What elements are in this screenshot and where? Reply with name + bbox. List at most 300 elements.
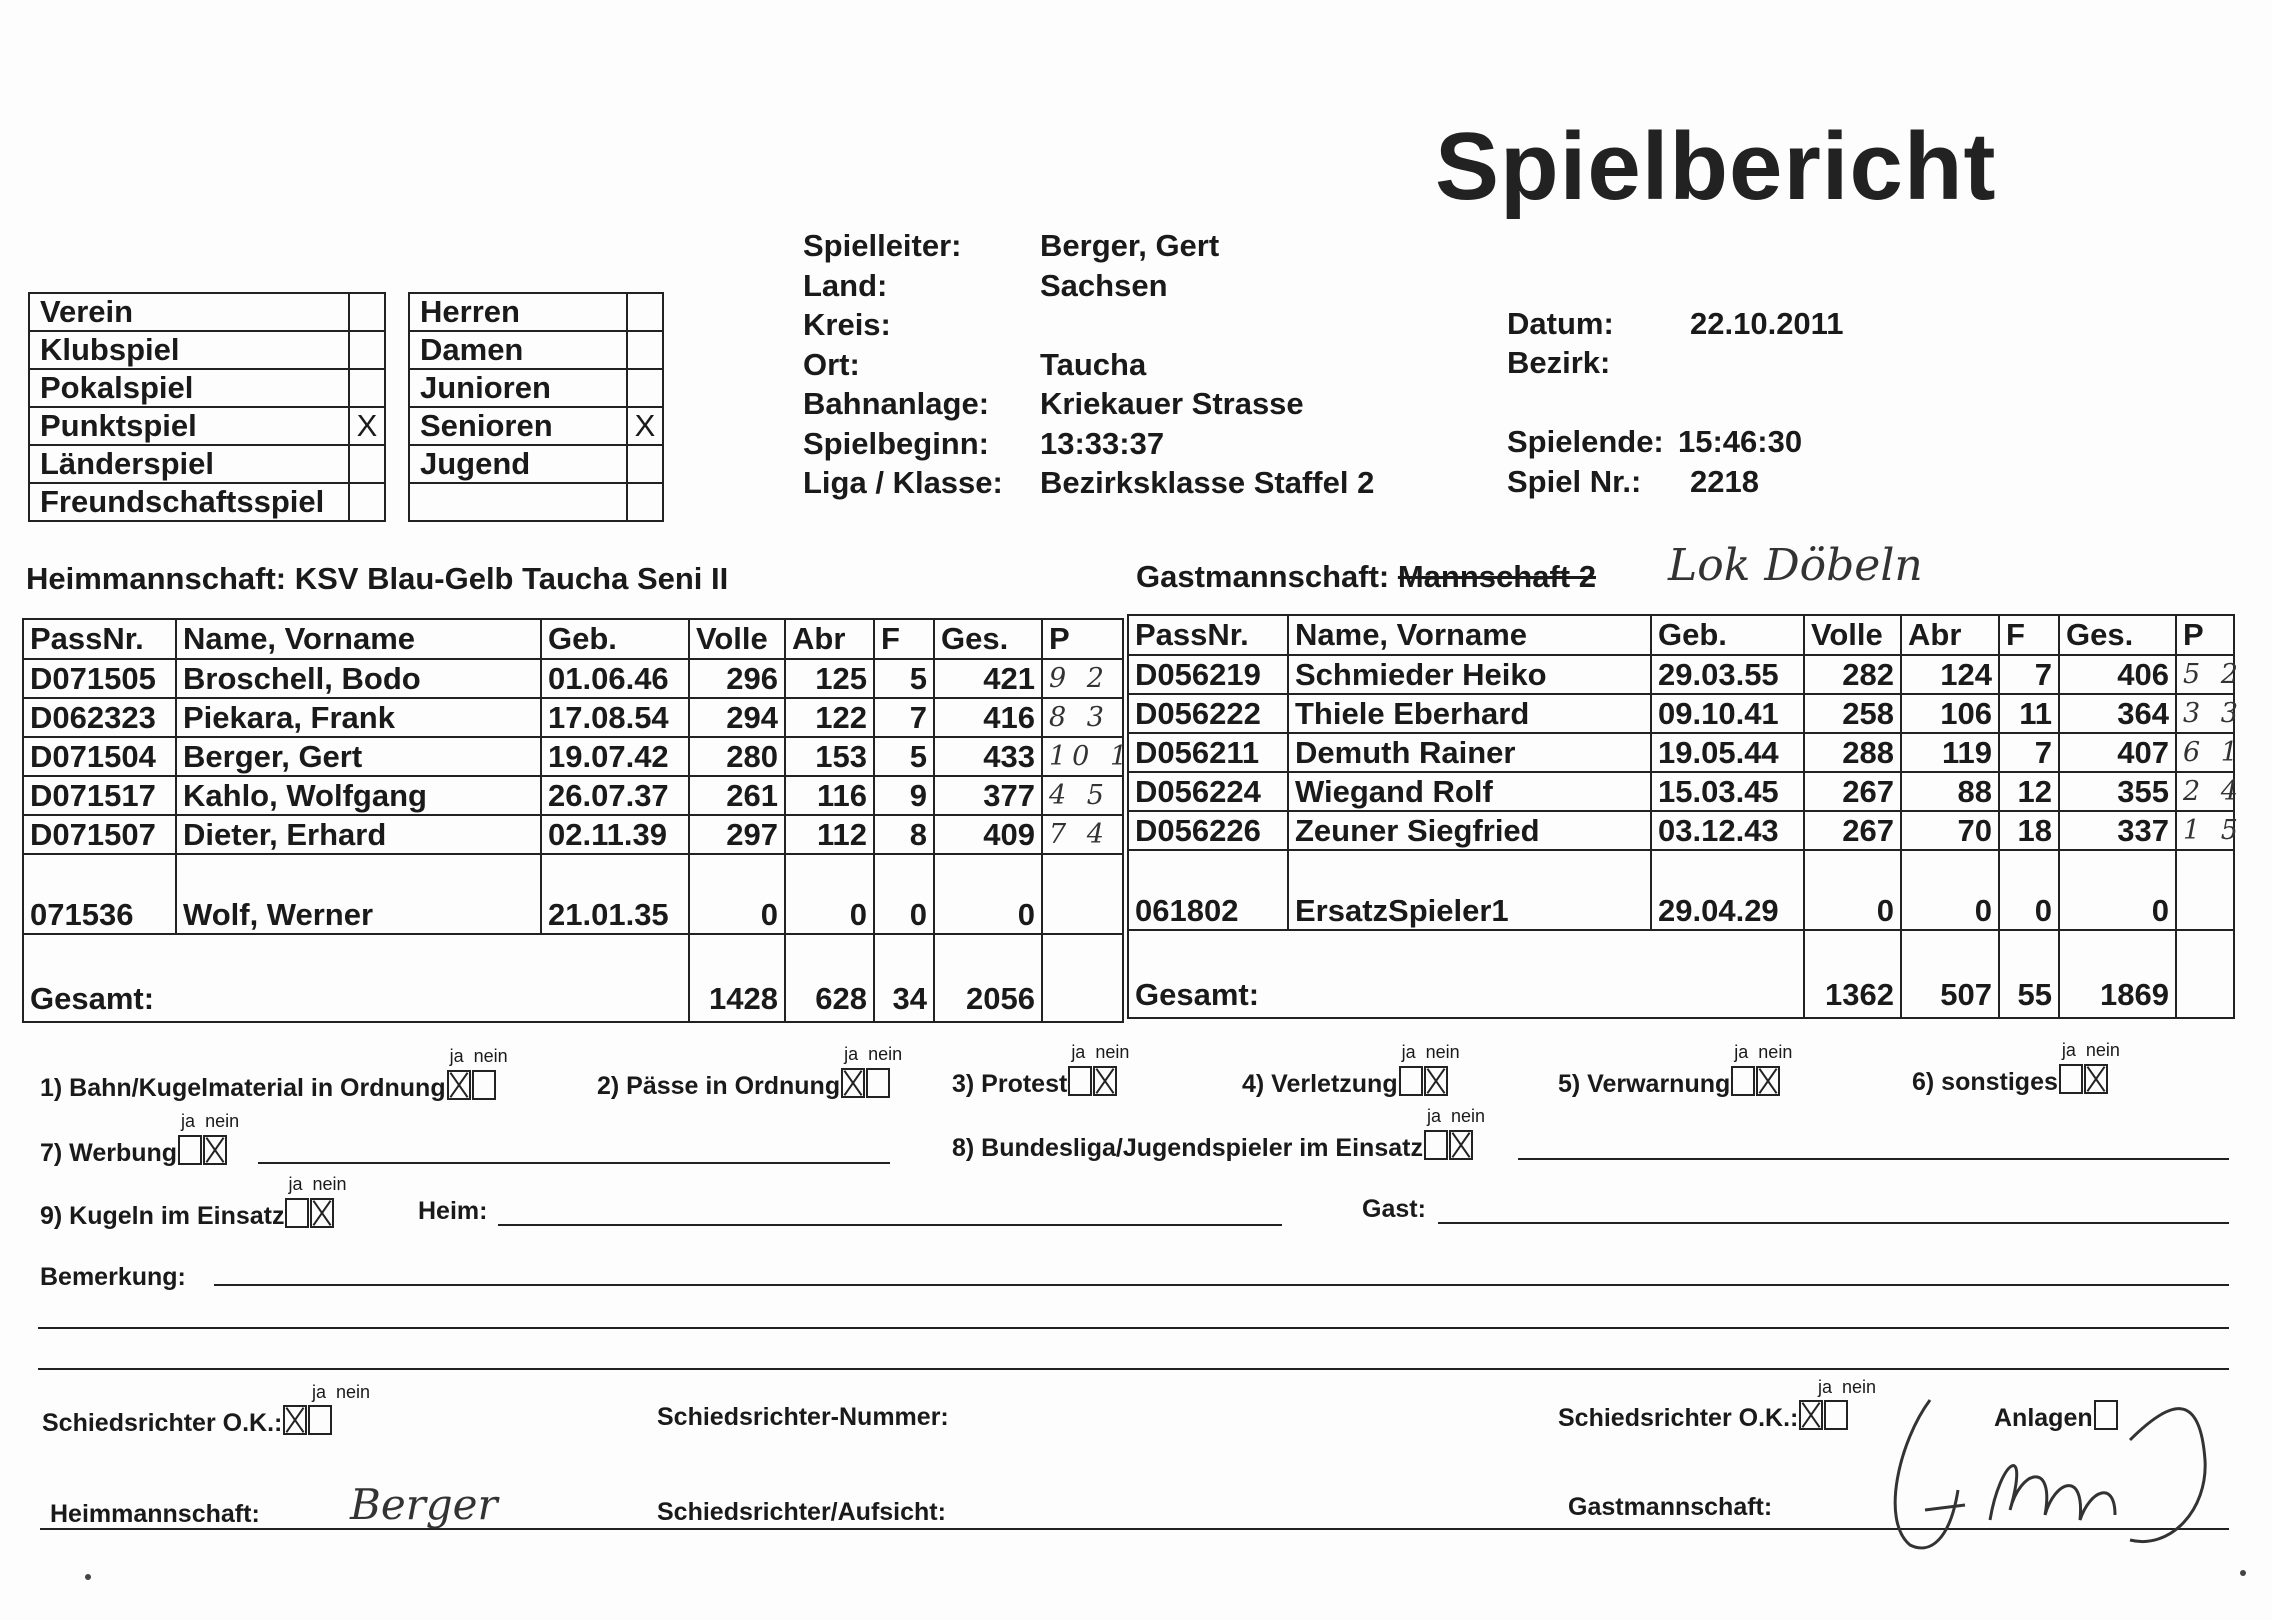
player-name: Dieter, Erhard [176,815,541,854]
player-volle: 267 [1804,811,1901,850]
player-volle: 258 [1804,694,1901,733]
player-geb: 17.08.54 [541,698,689,737]
column-header: Ges. [2059,615,2176,655]
question-label: 6) sonstiges [1912,1068,2058,1096]
yes-checkbox[interactable] [2059,1064,2083,1094]
game-type-box [28,292,386,522]
ja-nein-labels [2062,1040,2120,1061]
ja-nein-labels [1427,1106,1485,1127]
player-p: 10 1 [1042,737,1123,776]
guest-referee-ok-label: Schiedsrichter O.K.: [1558,1404,1799,1432]
guest-team-crossed: Mannschaft 2 [1397,559,1596,594]
info-label: Spielbeginn: [803,425,989,461]
substitute-p [2176,850,2234,930]
guest-team-handwritten: Lok Döbeln [1668,540,1923,591]
player-f: 5 [874,737,934,776]
player-pass: D056222 [1128,694,1288,733]
spielende-label: Spielende: [1507,424,1664,459]
spielnr-value: 2218 [1690,464,1759,499]
question-4 [1242,1042,1460,1099]
question-checkboxes [1067,1042,1130,1099]
ja-label: ja [1426,1106,1441,1126]
column-header: Name, Vorname [1288,615,1651,655]
no-checkbox[interactable] [472,1070,496,1100]
total-p [1042,934,1123,1022]
player-name: Berger, Gert [176,737,541,776]
category-row [409,293,663,331]
nein-label: nein [336,1382,371,1402]
player-ges: 407 [2059,733,2176,772]
total-abr: 628 [785,934,874,1022]
game-type-label: Freundschaftsspiel [29,483,349,521]
datum-value: 22.10.2011 [1690,306,1844,341]
info-label: Ort: [803,346,860,382]
column-header: Volle [1804,615,1901,655]
player-geb: 15.03.45 [1651,772,1804,811]
question-checkboxes [284,1174,347,1231]
category-checkbox[interactable] [627,369,663,407]
total-volle: 1362 [1804,930,1901,1018]
nein-label: nein [1450,1106,1486,1126]
player-ges: 337 [2059,811,2176,850]
column-header: PassNr. [23,619,176,659]
game-type-row [29,407,385,445]
yes-checkbox[interactable] [447,1070,471,1100]
bemerkung-line-2 [38,1327,2229,1329]
game-type-checkbox[interactable] [349,293,385,331]
home-referee-ja-nein [312,1382,370,1403]
ja-label: ja [1401,1042,1416,1062]
info-value: 13:33:37 [1040,425,1165,461]
ja-label: ja [181,1111,196,1131]
no-checkbox[interactable] [1424,1066,1448,1096]
table-row [23,737,1123,776]
ja-label: ja [1818,1377,1833,1397]
info-label: Bahnanlage: [803,386,990,421]
gast-line [1438,1222,2229,1224]
ja-nein-labels [844,1044,902,1065]
player-abr: 116 [785,776,874,815]
player-pass: D071505 [23,659,176,698]
total-label: Gesamt: [1128,930,1804,1018]
column-header: Abr [1901,615,1999,655]
heim-label: Heim: [418,1197,488,1225]
category-row [409,331,663,369]
category-label: Herren [409,293,627,331]
substitute-abr: 0 [785,854,874,934]
player-p: 6 1 [2176,733,2234,772]
question-9 [40,1174,347,1231]
column-header: Ges. [934,619,1042,659]
substitute-pass: 071536 [23,854,176,934]
player-volle: 261 [689,776,785,815]
category-row [409,369,663,407]
table-row [1128,655,2234,694]
player-abr: 125 [785,659,874,698]
player-geb: 19.07.42 [541,737,689,776]
nein-label: nein [868,1044,903,1064]
player-name: Wiegand Rolf [1288,772,1651,811]
nein-label: nein [1095,1042,1130,1062]
substitute-abr: 0 [1901,850,1999,930]
info-value: Kriekauer Strasse [1040,386,1304,421]
info-value: Sachsen [1040,267,1168,303]
ja-nein-labels [181,1111,239,1132]
info-value: Bezirksklasse Staffel 2 [1040,465,1375,500]
nein-label: nein [2085,1040,2120,1060]
table-row [1128,772,2234,811]
player-p: 9 2 [1042,659,1123,698]
referee-number-label: Schiedsrichter-Nummer: [657,1403,949,1431]
player-ges: 416 [934,698,1042,737]
substitute-row [1128,850,2234,930]
substitute-ges: 0 [934,854,1042,934]
ja-label: ja [288,1174,303,1194]
player-pass: D056224 [1128,772,1288,811]
game-type-label: Klubspiel [29,331,349,369]
heim-line [498,1224,1282,1226]
game-type-label: Punktspiel [29,407,349,445]
substitute-f: 0 [1999,850,2059,930]
player-p: 3 3 [2176,694,2234,733]
player-volle: 267 [1804,772,1901,811]
substitute-geb: 29.04.29 [1651,850,1804,930]
player-volle: 296 [689,659,785,698]
supervisor-signature-label: Schiedsrichter/Aufsicht: [657,1498,946,1526]
player-ges: 364 [2059,694,2176,733]
column-header: F [874,619,934,659]
player-name: Zeuner Siegfried [1288,811,1651,850]
info-value: Taucha [1040,346,1147,382]
player-volle: 297 [689,815,785,854]
bezirk-label: Bezirk: [1507,345,1611,380]
total-ges: 2056 [934,934,1042,1022]
substitute-p [1042,854,1123,934]
table-row [23,698,1123,737]
home-signature-label: Heimmannschaft: [50,1500,260,1528]
player-pass: D056211 [1128,733,1288,772]
player-name: Piekara, Frank [176,698,541,737]
guest-signature-label: Gastmannschaft: [1568,1493,1773,1521]
info-label: Land: [803,267,888,303]
anlagen-label: Anlagen [1994,1404,2093,1432]
column-header: P [2176,615,2234,655]
player-pass: D071517 [23,776,176,815]
question-checkboxes [446,1046,508,1103]
column-header: Geb. [541,619,689,659]
page-title: Spielbericht [1435,113,1997,220]
game-type-label: Verein [29,293,349,331]
nein-label: nein [1758,1042,1793,1062]
column-header: Volle [689,619,785,659]
table-header [1128,615,2234,655]
question-checkboxes [1423,1106,1486,1163]
game-type-checkbox[interactable] [349,331,385,369]
ja-label: ja [1071,1042,1086,1062]
question-checkboxes [2058,1040,2120,1097]
player-name: Kahlo, Wolfgang [176,776,541,815]
total-f: 34 [874,934,934,1022]
yes-checkbox[interactable] [1068,1066,1092,1096]
ja-nein-labels [1402,1042,1460,1063]
nein-label: nein [473,1046,508,1066]
player-p: 1 5 [2176,811,2234,850]
player-geb: 03.12.43 [1651,811,1804,850]
category-checkbox[interactable] [627,331,663,369]
info-label: Kreis: [803,307,891,342]
player-abr: 88 [1901,772,1999,811]
no-checkbox[interactable] [2084,1064,2108,1094]
home-team-heading [26,561,728,597]
category-label: Damen [409,331,627,369]
guest-referee-ok [1558,1400,1848,1433]
ja-label: ja [2061,1040,2076,1060]
category-label: Senioren [409,407,627,445]
gast-label: Gast: [1362,1195,1426,1223]
category-row [409,483,663,521]
info-value [1040,305,1374,345]
player-pass: D056219 [1128,655,1288,694]
home-referee-ok-yes-checkbox[interactable] [283,1405,307,1435]
question-label: 3) Protest [952,1070,1068,1098]
player-pass: D056226 [1128,811,1288,850]
info-label: Spielleiter: [803,228,962,263]
player-f: 8 [874,815,934,854]
category-checkbox[interactable] [627,293,663,331]
question-label: 5) Verwarnung [1558,1070,1731,1098]
total-ges: 1869 [2059,930,2176,1018]
player-pass: D062323 [23,698,176,737]
column-header: F [1999,615,2059,655]
no-checkbox[interactable] [1756,1066,1780,1096]
question-label: 4) Verletzung [1242,1070,1398,1098]
home-referee-ok-label: Schiedsrichter O.K.: [42,1409,283,1437]
question-checkboxes [840,1044,903,1101]
category-row [409,407,663,445]
player-ges: 406 [2059,655,2176,694]
no-checkbox[interactable] [310,1198,334,1228]
game-type-checkbox[interactable] [349,445,385,483]
total-row [1128,930,2234,1018]
total-label: Gesamt: [23,934,689,1022]
player-ges: 377 [934,776,1042,815]
scan-dot [2240,1570,2246,1576]
question-label: 1) Bahn/Kugelmaterial in Ordnung [40,1074,446,1102]
player-f: 5 [874,659,934,698]
substitute-volle: 0 [1804,850,1901,930]
column-header: Geb. [1651,615,1804,655]
spielnr-label: Spiel Nr.: [1507,464,1642,499]
yes-checkbox[interactable] [285,1198,309,1228]
no-checkbox[interactable] [866,1068,890,1098]
bemerkung-line-1 [214,1284,2229,1286]
ja-nein-labels [450,1046,508,1067]
yes-checkbox[interactable] [841,1068,865,1098]
table-row [23,776,1123,815]
total-row [23,934,1123,1022]
ja-label: ja [844,1044,859,1064]
game-type-row [29,445,385,483]
player-volle: 294 [689,698,785,737]
player-f: 7 [1999,655,2059,694]
player-abr: 124 [1901,655,1999,694]
game-type-label: Pokalspiel [29,369,349,407]
category-label: Junioren [409,369,627,407]
player-geb: 09.10.41 [1651,694,1804,733]
table-row [1128,811,2234,850]
home-player-table [22,618,1134,1023]
yes-checkbox[interactable] [1399,1066,1423,1096]
column-header: P [1042,619,1123,659]
home-team-label: Heimmannschaft: [26,561,287,596]
player-p: 2 4 [2176,772,2234,811]
substitute-name: ErsatzSpieler1 [1288,850,1651,930]
ja-label: ja [312,1382,327,1402]
question-label: 9) Kugeln im Einsatz [40,1202,285,1230]
category-checkbox[interactable]: X [627,407,663,445]
guest-team-label: Gastmannschaft: [1136,559,1390,594]
yes-checkbox[interactable] [1424,1130,1448,1160]
substitute-volle: 0 [689,854,785,934]
question-label: 2) Pässe in Ordnung [597,1072,841,1100]
ja-nein-labels [288,1174,346,1195]
game-type-checkbox[interactable]: X [349,407,385,445]
ja-nein-labels [1071,1042,1129,1063]
game-type-label: Länderspiel [29,445,349,483]
player-f: 7 [1999,733,2059,772]
column-header: Abr [785,619,874,659]
game-type-row [29,369,385,407]
game-type-row [29,293,385,331]
table-row [1128,694,2234,733]
home-referee-ok-no-checkbox[interactable] [308,1405,332,1435]
home-team-name: KSV Blau-Gelb Taucha Seni II [294,561,729,596]
guest-referee-ok-yes-checkbox[interactable] [1799,1400,1823,1430]
player-geb: 02.11.39 [541,815,689,854]
table-row [23,659,1123,698]
bemerkung-label: Bemerkung: [40,1263,186,1291]
player-pass: D071507 [23,815,176,854]
yes-checkbox[interactable] [178,1135,202,1165]
total-f: 55 [1999,930,2059,1018]
question-8 [952,1106,1486,1163]
no-checkbox[interactable] [1449,1130,1473,1160]
player-ges: 421 [934,659,1042,698]
total-p [2176,930,2234,1018]
game-type-checkbox[interactable] [349,483,385,521]
question-label: 7) Werbung [40,1139,178,1167]
no-checkbox[interactable] [203,1135,227,1165]
info-value: Berger, Gert [1040,228,1220,263]
category-checkbox[interactable] [627,445,663,483]
player-f: 9 [874,776,934,815]
nein-label: nein [1842,1377,1877,1397]
home-signature: Berger [350,1480,498,1529]
player-f: 18 [1999,811,2059,850]
ja-nein-labels [1734,1042,1792,1063]
werbung-line [258,1162,890,1164]
player-abr: 112 [785,815,874,854]
nein-label: nein [205,1111,240,1131]
player-geb: 19.05.44 [1651,733,1804,772]
guest-team-heading [1136,559,1596,595]
guest-player-table [1127,614,2244,1019]
question-5 [1558,1042,1793,1099]
substitute-pass: 061802 [1128,850,1288,930]
guest-signature [1840,1340,2230,1580]
player-p: 8 3 [1042,698,1123,737]
total-abr: 507 [1901,930,1999,1018]
question-2 [597,1044,903,1101]
bundesliga-line [1518,1158,2229,1160]
total-volle: 1428 [689,934,785,1022]
player-volle: 282 [1804,655,1901,694]
question-label: 8) Bundesliga/Jugendspieler im Einsatz [952,1134,1423,1162]
substitute-f: 0 [874,854,934,934]
player-abr: 106 [1901,694,1999,733]
table-header [23,619,1123,659]
nein-label: nein [312,1174,347,1194]
ja-label: ja [449,1046,464,1066]
scan-dot [85,1574,91,1580]
question-checkboxes [1398,1042,1460,1099]
ja-label: ja [1734,1042,1749,1062]
player-pass: D071504 [23,737,176,776]
question-6 [1912,1040,2120,1097]
category-row [409,445,663,483]
player-volle: 280 [689,737,785,776]
spielende-value: 15:46:30 [1678,424,1803,459]
substitute-row [23,854,1123,934]
player-name: Demuth Rainer [1288,733,1651,772]
question-checkboxes [177,1111,240,1168]
player-geb: 26.07.37 [541,776,689,815]
game-type-row [29,483,385,521]
yes-checkbox[interactable] [1731,1066,1755,1096]
player-f: 7 [874,698,934,737]
player-ges: 355 [2059,772,2176,811]
player-abr: 119 [1901,733,1999,772]
player-p: 5 2 [2176,655,2234,694]
player-f: 11 [1999,694,2059,733]
category-label [409,483,627,521]
substitute-ges: 0 [2059,850,2176,930]
player-abr: 70 [1901,811,1999,850]
player-ges: 433 [934,737,1042,776]
player-f: 12 [1999,772,2059,811]
table-row [1128,733,2234,772]
info-label: Liga / Klasse: [803,465,1003,500]
column-header: Name, Vorname [176,619,541,659]
player-ges: 409 [934,815,1042,854]
question-7 [40,1111,240,1168]
game-type-row [29,331,385,369]
player-abr: 122 [785,698,874,737]
player-abr: 153 [785,737,874,776]
player-name: Schmieder Heiko [1288,655,1651,694]
no-checkbox[interactable] [1093,1066,1117,1096]
game-type-checkbox[interactable] [349,369,385,407]
question-checkboxes [1730,1042,1793,1099]
category-checkbox[interactable] [627,483,663,521]
player-name: Broschell, Bodo [176,659,541,698]
column-header: PassNr. [1128,615,1288,655]
home-referee-ok [42,1405,332,1438]
table-row [23,815,1123,854]
question-3 [952,1042,1130,1099]
player-name: Thiele Eberhard [1288,694,1651,733]
info-labels [803,226,1003,503]
